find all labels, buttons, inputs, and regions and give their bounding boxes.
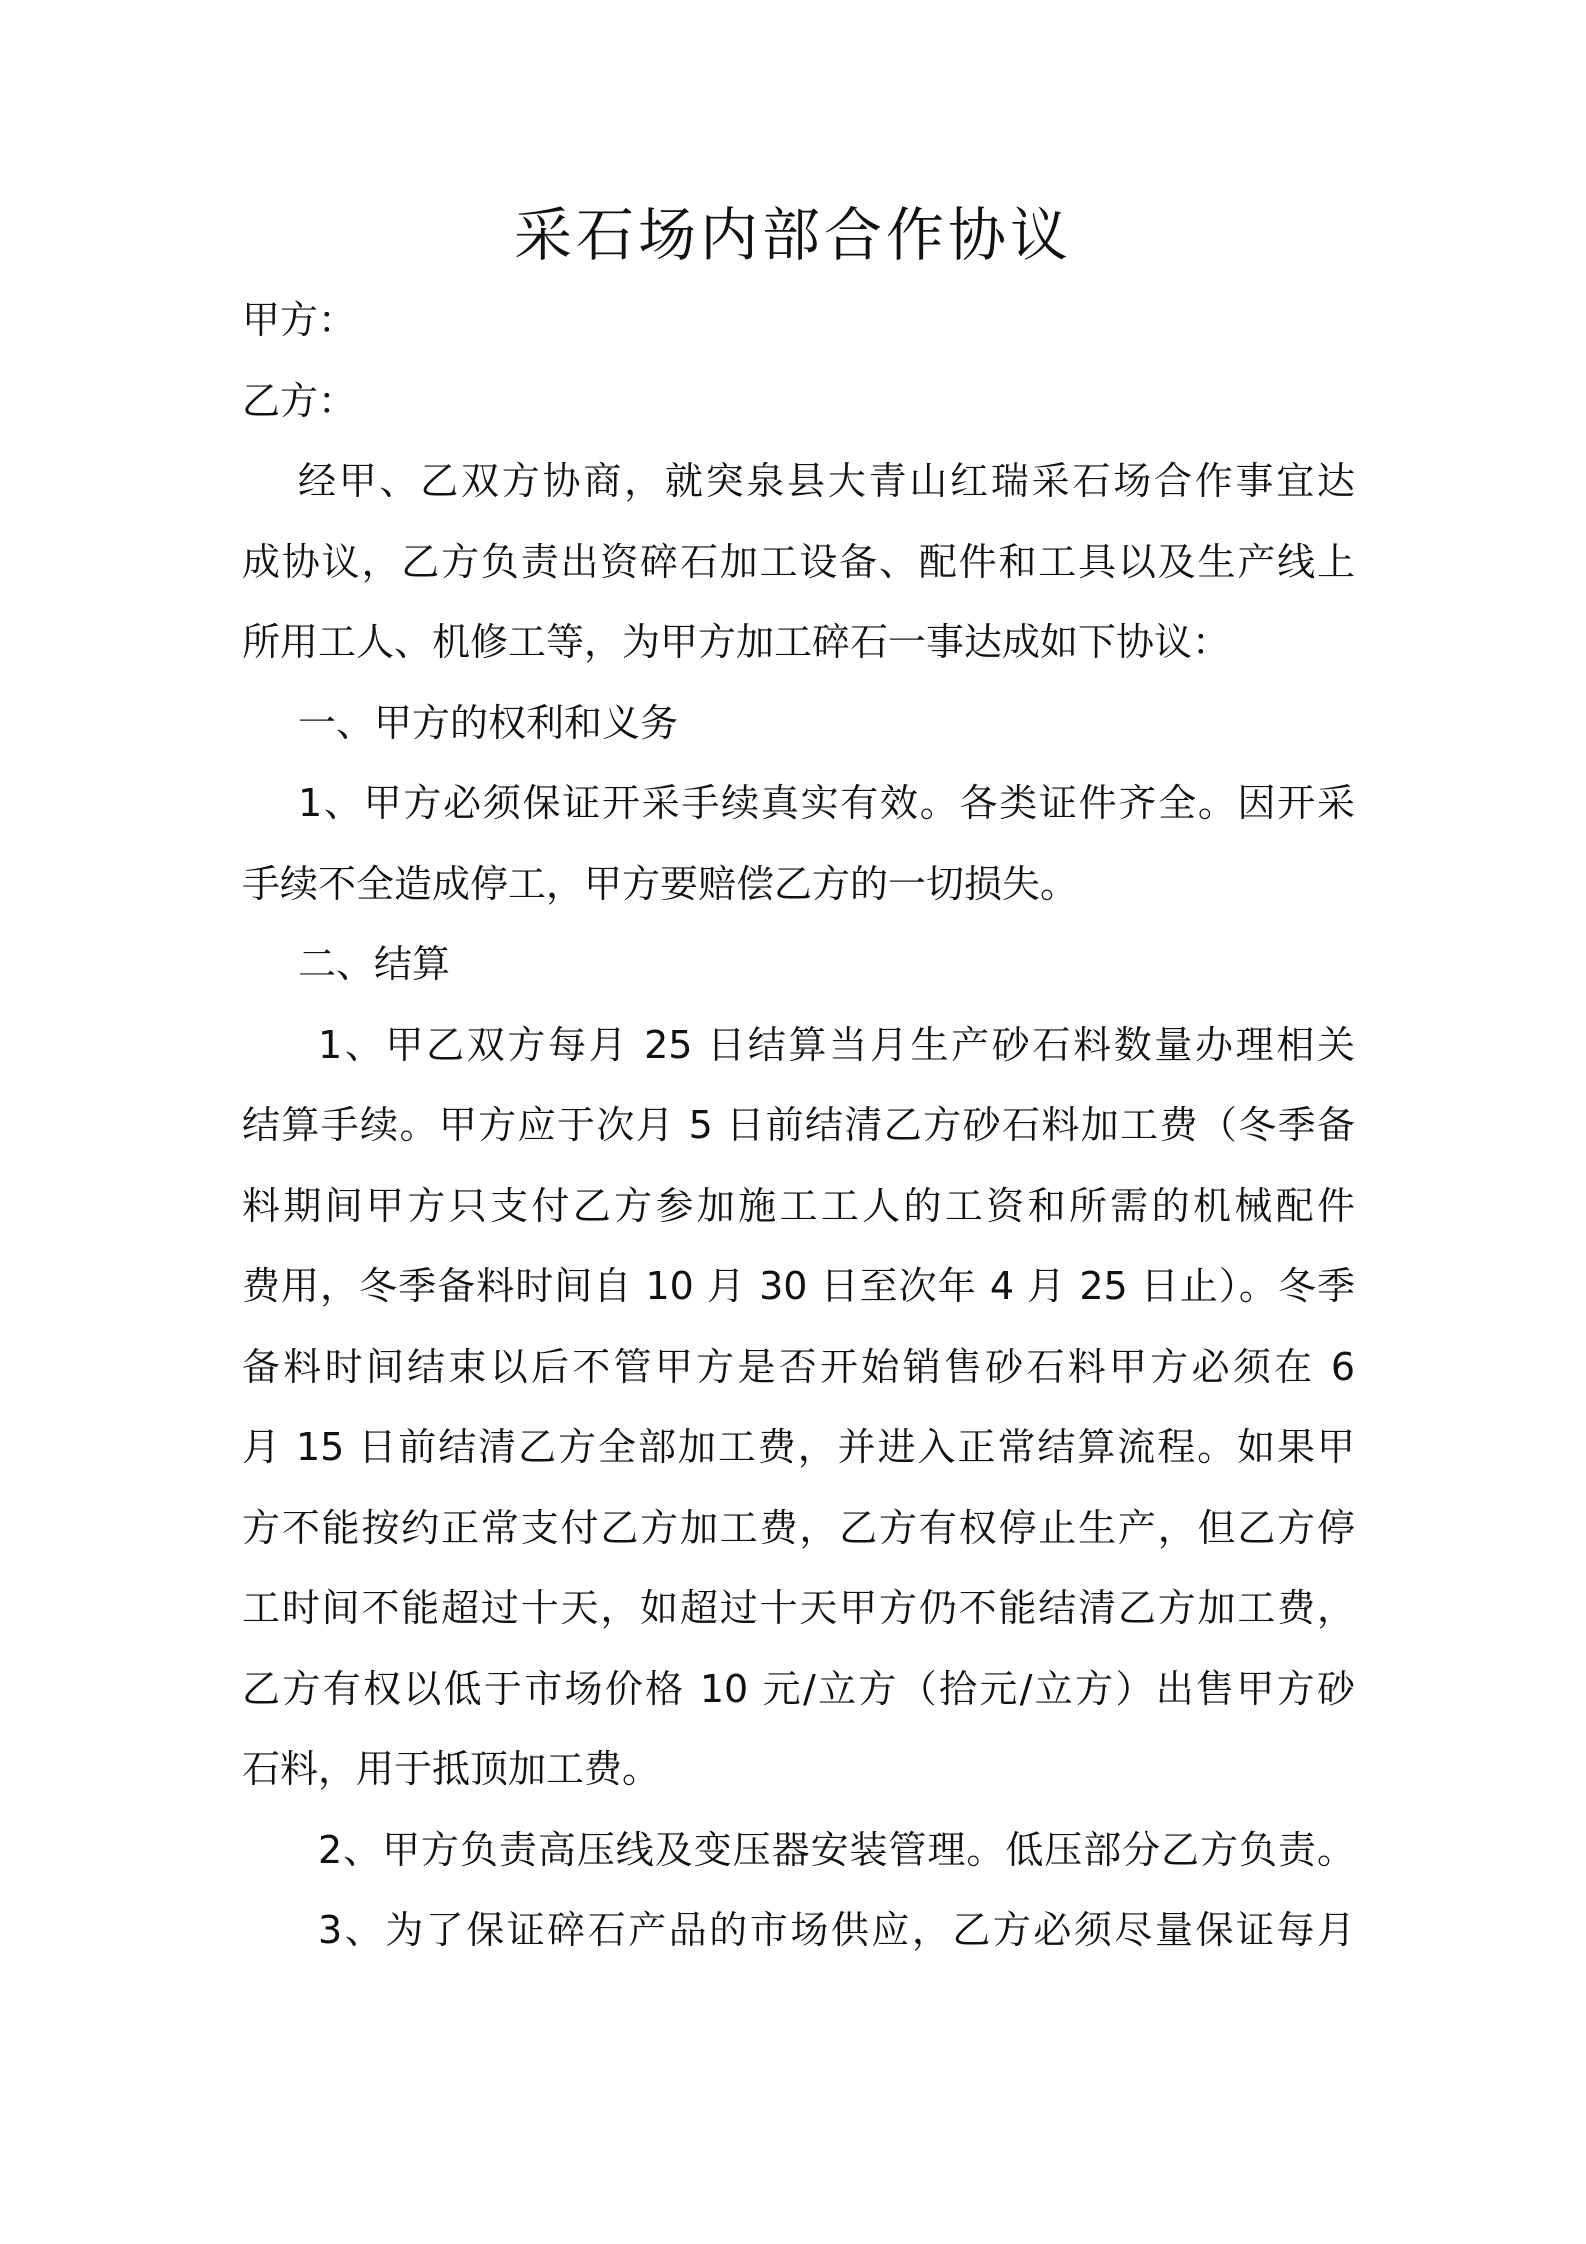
text-line: 备料时间结束以后不管甲方是否开始销售砂石料甲方必须在 6	[242, 1344, 1355, 1389]
text-line: 手续不全造成停工，甲方要赔偿乙方的一切损失。	[242, 861, 1079, 906]
text-line: 二、结算	[298, 942, 451, 986]
text-line: 成协议，乙方负责出资碎石加工设备、配件和工具以及生产线上	[242, 539, 1355, 584]
text-line: 所用工人、机修工等，为甲方加工碎石一事达成如下协议：	[242, 620, 1231, 664]
text-line: 2、甲方负责高压线及变压器安装管理。低压部分乙方负责。	[318, 1827, 1355, 1872]
text-line: 石料，用于抵顶加工费。	[242, 1747, 661, 1791]
text-line: 1、甲乙双方每月 25 日结算当月生产砂石料数量办理相关	[318, 1022, 1355, 1067]
document-body	[242, 280, 1355, 1971]
text-line: 经甲、乙双方协商，就突泉县大青山红瑞采石场合作事宜达	[298, 459, 1355, 503]
text-line: 乙方：	[242, 378, 357, 423]
text-line: 3、为了保证碎石产品的市场供应，乙方必须尽量保证每月	[318, 1908, 1355, 1952]
document-title: 采石场内部合作协议	[513, 201, 1072, 269]
text-line: 乙方有权以低于市场价格 10 元/立方（拾元/立方）出售甲方砂	[242, 1666, 1355, 1711]
text-line: 方不能按约正常支付乙方加工费，乙方有权停止生产，但乙方停	[242, 1505, 1355, 1550]
text-line: 料期间甲方只支付乙方参加施工工人的工资和所需的机械配件	[242, 1183, 1355, 1228]
text-line: 结算手续。甲方应于次月 5 日前结清乙方砂石料加工费（冬季备	[242, 1103, 1355, 1147]
text-line: 月 15 日前结清乙方全部加工费，并进入正常结算流程。如果甲	[242, 1425, 1355, 1469]
text-line: 费用，冬季备料时间自 10 月 30 日至次年 4 月 25 日止）。冬季	[242, 1264, 1355, 1308]
text-line: 一、甲方的权利和义务	[298, 700, 679, 745]
text-line: 甲方：	[242, 298, 357, 342]
text-line: 工时间不能超过十天，如超过十天甲方仍不能结清乙方加工费，	[242, 1586, 1355, 1630]
text-line: 1、甲方必须保证开采手续真实有效。各类证件齐全。因开采	[298, 781, 1355, 825]
